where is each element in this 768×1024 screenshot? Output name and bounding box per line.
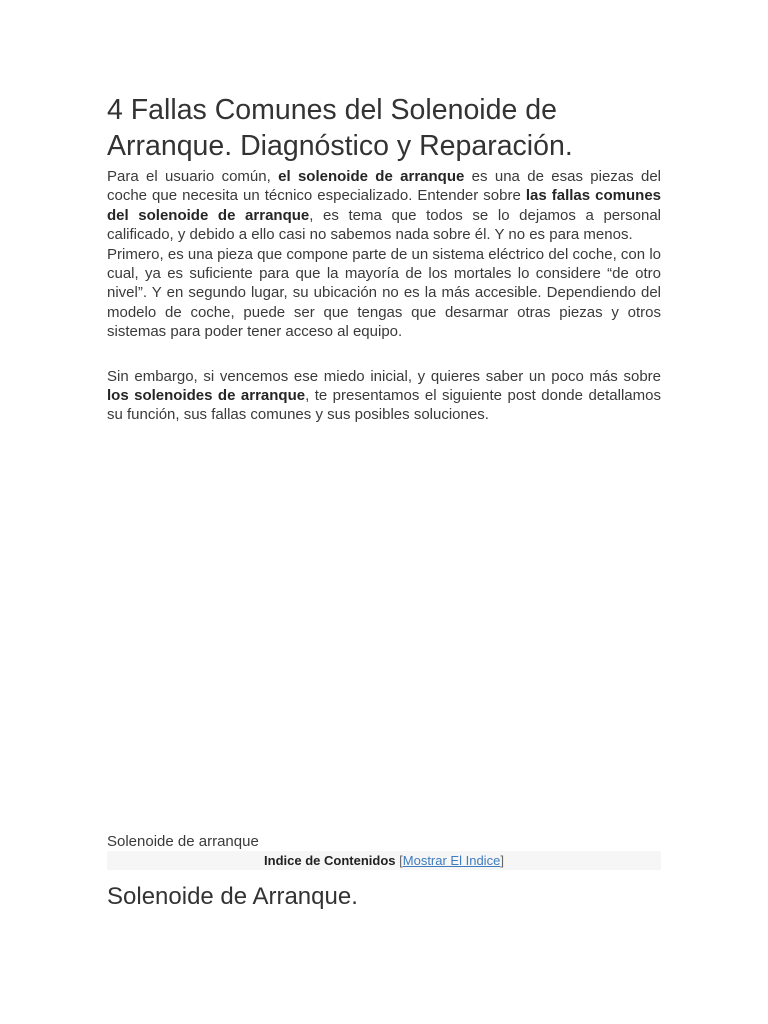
third-text-2: , te presentamos el siguiente post donde detallamos su función, sus fallas comunes y sus posibles soluciones. <box>107 387 661 424</box>
section-heading: Solenoide de Arranque. <box>107 883 358 910</box>
intro-paragraph <box>107 167 661 245</box>
intro-bold-2: las fallas comunes del solenoide de arranque <box>107 187 662 224</box>
toc-open-bracket: [ <box>399 853 403 868</box>
third-bold-1: los solenoides de arranque <box>107 387 306 405</box>
table-of-contents-bar <box>107 851 661 870</box>
intro-text-2: es una de esas piezas del coche que necesita un técnico especializado. Entender sobre <box>107 168 661 205</box>
toc-close-bracket: ] <box>500 853 504 868</box>
third-text-1: Sin embargo, si vencemos ese miedo inicial, y quieres saber un poco más sobre <box>107 367 661 385</box>
toc-title: Indice de Contenidos <box>264 853 396 868</box>
article-body <box>107 92 661 425</box>
article-title: 4 Fallas Comunes del Solenoide de Arranque. Diagnóstico y Reparación. <box>107 94 573 162</box>
intro-text-3: , es tema que todos se lo dejamos a personal calificado, y debido a ello casi no sabemos nada sobre él. Y no es para menos. <box>107 206 661 244</box>
intro-bold-1: el solenoide de arranque <box>278 168 465 185</box>
intro-text-1: Para el usuario común, <box>107 168 279 185</box>
third-paragraph <box>107 367 661 425</box>
second-paragraph: Primero, es una pieza que compone parte de un sistema eléctrico del coche, con lo cual, ya es suficiente para que la mayoría de los mortales lo considere “de otro nivel”. Y en segundo lugar, su ubicación no es la más accesible. Dependiendo del modelo de coche, puede ser que tengas que desarmar otras piezas y otros sistemas para poder tener acceso al equipo. <box>107 245 661 341</box>
image-caption: Solenoide de arranque <box>107 833 259 850</box>
show-index-link[interactable]: Mostrar El Indice <box>402 853 501 868</box>
